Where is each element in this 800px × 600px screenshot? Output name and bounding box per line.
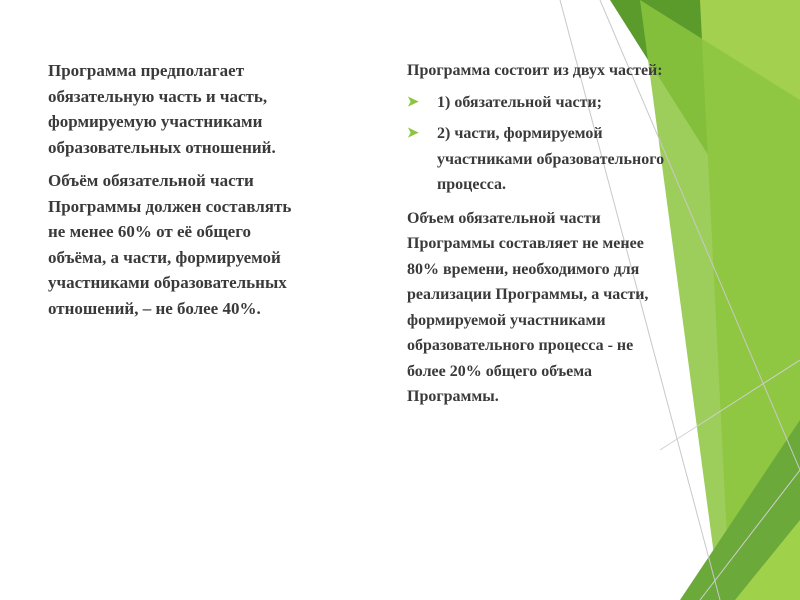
right-column (407, 58, 667, 410)
arrow-bullet-icon: ➤ (407, 126, 419, 141)
right-paragraph: Объем обязательной части Программы составляет не менее 80% времени, необходимого для реализации Программы, а части, формируемой участниками образовательного процесса - не более 20% общего объема Программы. (407, 209, 649, 405)
left-paragraph-1: Программа предполагает обязательную часть и часть, формируемую участниками образовательных отношений. (48, 61, 276, 157)
right-intro: Программа состоит из двух частей: (407, 62, 663, 79)
parts-list (407, 90, 667, 198)
list-item-text: 1) обязательной части; (437, 93, 602, 111)
left-column (48, 58, 298, 329)
arrow-bullet-icon: ➤ (407, 94, 419, 110)
list-item (407, 121, 667, 198)
list-item (407, 90, 667, 116)
list-item-text: 2) части, формируемой участниками образовательного процесса. (437, 125, 665, 193)
left-paragraph-2: Объём обязательной части Программы должен составлять не менее 60% от её общего объёма, а части, формируемой участниками образовательных отношений, – не более 40%. (48, 171, 292, 318)
